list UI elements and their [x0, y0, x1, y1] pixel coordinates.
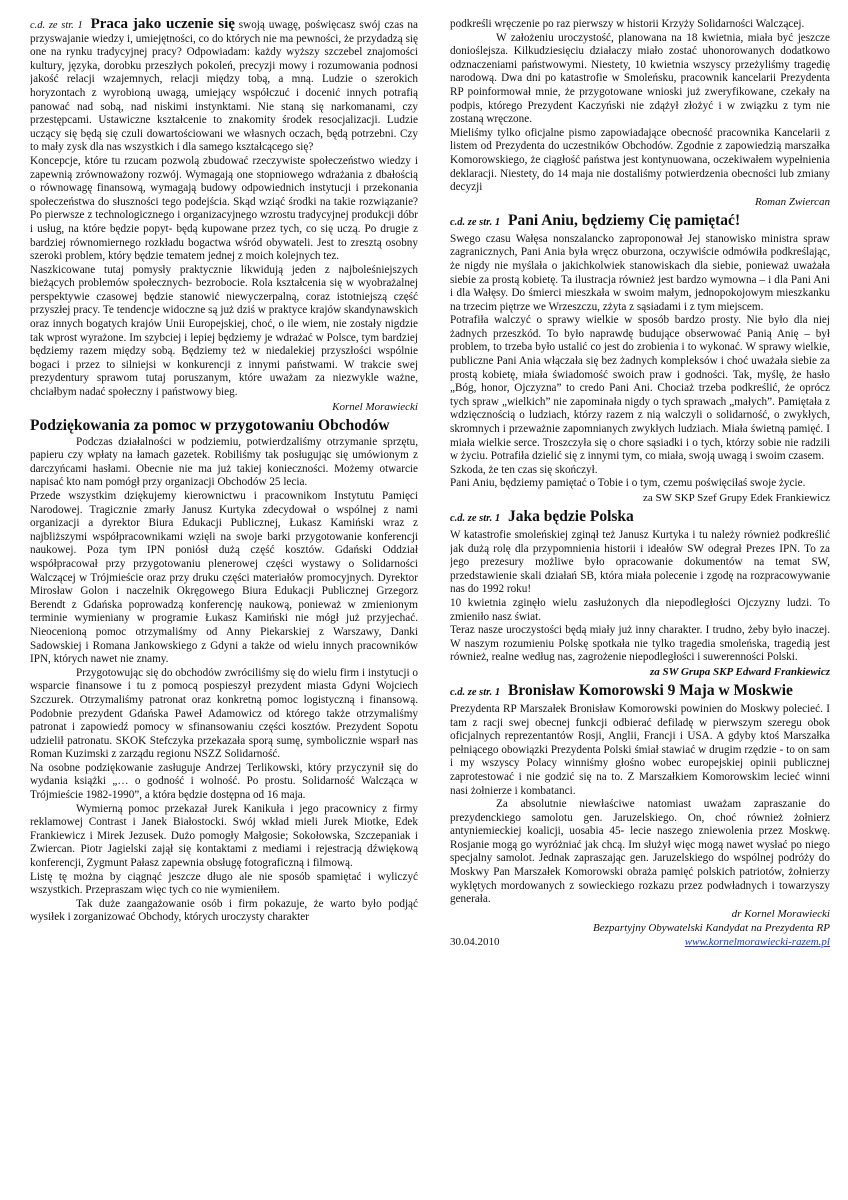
paragraph: Podczas działalności w podziemiu, potwierdzaliśmy otrzymanie sprzętu, papieru czy wpłaty na łamach gazetek. Robiliśmy tak posługując się umówionym z darczyńcami hasłami. Obecnie nie ma już takiej konieczności. Możemy otwarcie napisać kto nam pomógł przy organizacji Obchodów 25 lecia. [30, 435, 418, 489]
paragraph: Przygotowując się do obchodów zwróciliśmy się do wielu firm i instytucji o wsparcie finansowe i tu z pomocą pospieszył prezydent miasta Gdyni Wojciech Szczurek. Otrzymaliśmy patronat oraz konkretną pomoc logistyczną i finansową. Podobnie prezydent Gdańska Paweł Adamowicz od którego także otrzymaliśmy patronat i zapowiedź pomocy w sfinansowaniu części kosztów. Prezydent Sopotu udzielił patronatu. SKOK Stefczyka przekazała sporą sumę, symbolicznie wsparł nas Roman Kuzimski z zarządu regionu NSZZ Solidarność. [30, 666, 418, 761]
continued-label: c.d. ze str. 1 [450, 216, 501, 228]
author-signature: dr Kornel Morawiecki [731, 907, 830, 920]
paragraph: Mieliśmy tylko oficjalne pismo zapowiadające obecność pracownika Kancelarii z listem od Prezydenta do uczestników Obchodów. Zgodnie z zapowiedzią marszałka Komorowskiego, że ciągłość państwa jest kontynuowana, oczekiwałem wypełnienia deklaracji. Niestety, do 14 maja nie dostaliśmy potwierdzenia obecności lub zmiany decyzji [450, 126, 830, 194]
paragraph: Listę tę można by ciągnąć jeszcze długo ale nie sposób spamiętać i wyliczyć wszystkich. Przepraszam więc tych co nie wymieniłem. [30, 870, 418, 897]
paragraph: Za absolutnie niewłaściwe natomiast uważam zapraszanie do prezydenckiego samolotu gen. Jaruzelskiego. On, choć również żołnierz antyniemieckiej koalicji, uosabia 45- lecie naszego zniewolenia przez Moskwę. Rosjanie mogą go wyróżniać jak chcą. Im służył więc mogą nawet wysłać po niego specjalny samolot. Jednak zapraszając gen. Jaruzelskiego do wspólnej podróży do Moskwy Pan Marszałek Komorowski obraża pamięć polskich patriotów, żołnierzy wyklętych mordowanych z sowieckiego rozkazu przez podwładnych i towarzyszy generała. [450, 798, 830, 906]
right-column [450, 18, 830, 1184]
continued-label: c.d. ze str. 1 [450, 513, 501, 524]
article-title: Jaka będzie Polska [508, 508, 634, 525]
paragraph: Swego czasu Wałęsa nonszalancko zaproponował Jej stanowisko ministra spraw zagranicznych, Pani Ania była wręcz oburzona, oczywiście odmówiła podkreślając, że nigdy nie myślała o jakichkolwiek stanowiskach dla siebie, ponieważ uważała siebie za prostą kobietę. Ta ilustracja również jest bardzo wymowna – i dla Pani Ani i dla Wałęsy. Do śmierci mieszkała w swoim małym, jednopokojowym mieszkanku na trzecim piętrze we Wrzeszczu, zżyta z sąsiadami i z tym miejscem. [450, 232, 830, 313]
article-podziekowania-continued [450, 18, 830, 209]
paragraph: Koncepcje, które tu rzucam pozwolą zbudować rzeczywiste społeczeństwo wiedzy i zapewnią zrównoważony rozwój. Wymagają one stopniowego wdrażania z dbałością o równowagę finansową, wymagają budowy odpowiednich instytucji i przekonania społeczeństwa do słuszności tego podejścia. Skąd wziąć środki na takie rozwiązanie? Po pierwsze z technologicznego i organizacyjnego wzrostu tradycyjnej produkcji dóbr i usług, na które będzie popyt- będą kupowane przez tych, co się uczą. Po drugie z bardziej równomiernego rozkładu bogactwa wśród obywateli. Jest to zresztą osobny szeroki problem, który będzie tematem jednej z moich kolejnych tez. [30, 154, 418, 263]
paragraph: W założeniu uroczystość, planowana na 18 kwietnia, miała być jeszcze donioślejsza. Kilkudziesięciu działaczy miało zostać uhonorowanych dodatkowo odznaczeniami państwowymi. Niestety, 10 kwietnia wszyscy przeżyliśmy tragedię narodową. Dwa dni po katastrofie w Smoleńsku, pracownik kancelarii Prezydenta RP poinformował mnie, że przygotowane wnioski już zweryfikowane, czekały na podpis, którego Prezydent Kaczyński nie zdążył złożyć i w związku z tym nie zostaną wręczone. [450, 31, 830, 126]
article-date: 30.04.2010 [450, 935, 500, 948]
article-praca [30, 18, 418, 414]
article-heading [450, 211, 830, 232]
paragraph: Tak duże zaangażowanie osób i firm pokazuje, że warto było podjąć wysiłek i zorganizować Obchody, których uroczysty charakter [30, 897, 418, 924]
paragraph: W katastrofie smoleńskiej zginął też Janusz Kurtyka i tu należy również podkreślić jak dużą rolę dla przypomnienia historii i ideałów SW odegrał Prezes IPN. To za jego prezesury możliwe było opracowanie dokumentów na temat SW, przedstawienie skali działań SB, która miała polecenie i zgodę na rozpracowywanie nas do 1992 roku! [450, 529, 830, 596]
article-title: Podziękowania za pomoc w przygotowaniu Obchodów [30, 416, 390, 434]
continued-label: c.d. ze str. 1 [30, 20, 83, 31]
author-signature: Kornel Morawiecki [332, 400, 418, 413]
paragraph: Szkoda, że ten czas się skończył. [450, 463, 598, 476]
paragraph: Teraz nasze uroczystości będą miały już inny charakter. I trudno, żeby było inaczej. W naszym rozumieniu Polskę spotkała nie tylko tragedia smoleńska, tragedią jest również, realne według nas, zagrożenie niepodległości i suwerenności Polski. [450, 624, 830, 664]
article-title: Bronisław Komorowski 9 Maja w Moskwie [508, 681, 793, 699]
website-link[interactable]: www.kornelmorawiecki-razem.pl [684, 935, 830, 948]
paragraph: Na osobne podziękowanie zasługuje Andrzej Terlikowski, który przyczynił się do wydania książki „… o godność i wolność. Po prostu. Solidarność Walcząca w Trójmieście 1982-1990”, a która będzie dostępna od 16 maja. [30, 761, 418, 802]
paragraph: 10 kwietnia zginęło wielu zasłużonych dla niepodległości Ojczyzny ludzi. To zmieniło nasz świat. [450, 596, 830, 623]
article-pani-ania [450, 211, 830, 505]
article-footer [450, 935, 830, 949]
paragraph: swoją uwagę, poświęcasz swój czas na przyswajanie wiedzy i, umiejętności, co do których nie ma pewności, że przydadzą się one na rynku tradycyjnej pracy? Odpowiadam: każdy wyższy szczebel znajomości kultury, języka, dorobku przeszłych pokoleń, precyzji mowy i rozumowania podnosi jakość relacji wzajemnych, relacji między tobą, a mną. Ludzie o szerokich horyzontach z wyrobioną uwagą, umiejący współczuć i docenić innych potrafią panować nad sobą, nad niskimi instynktami. Nie staną się narkomanami, czy przestępcami. Ustawiczne kształcenie to znakomity środek resocjalizacji. Ludzie uczący się będą się czuli dowartościowani we własnych oczach, będą potrzebni. Czy to mały zysk dla nas wszystkich i dla samego kształcącego się? [30, 19, 418, 154]
paragraph: Przede wszystkim dziękujemy kierownictwu i pracownikom Instytutu Pamięci Narodowej. Tragicznie zmarły Janusz Kurtyka zdecydował o wspólnej z nami organizacji a dyrektor Biura Edukacji Publicznej, Łukasz Kamiński wraz z najbliższymi współpracownikami wzięli na swoje barki przygotowanie konferencji naukowej. Poza tym IPN poniósł dużą część kosztów. Gdański Oddział współpracował przy przygotowaniu plenerowej części wystawy o Solidarności Walczącej w Trójmieście oraz przy druku części materiałów promocyjnych. Dyrektor Mirosław Golon i naczelnik Okręgowego Biura Edukacji Publicznej Grzegorz Berendt z Gdańska poprowadzą konferencję naukową, ponieważ w zmienionym terminie wymieniany w programie Łukasz Kamiński nie mógł już przyjechać. Nieocenioną pomoc otrzymaliśmy od Anny Piekarskiej z Warszawy, Danki Sadowskiej i Romana Jankowskiego z Gdyni a także od wielu innych pracowników IPN, których nawet nie znamy. [30, 490, 418, 666]
article-title: Praca jako uczenie się [90, 18, 235, 32]
article-heading [450, 681, 830, 702]
paragraph: podkreśli wręczenie po raz pierwszy w historii Krzyży Solidarności Walczącej. [450, 18, 805, 30]
author-signature: za SW Grupa SKP Edward Frankiewicz [649, 665, 830, 678]
author-signature: za SW SKP Szef Grupy Edek Frankiewicz [643, 492, 830, 504]
paragraph: Potrafiła walczyć o sprawy wielkie w sposób bardzo prosty. Nie było dla niej żadnych przeszkód. To było naprawdę budujące obserwować Panią Anię – był problem, to trzeba było ustalić co jest do zrobienia i to wykonać. W sprawy wielkie, publiczne Pani Ania włączała się bez żadnych kompleksów i choć uważała siebie za prostą kobietę, miała świadomość swoich praw i godności. Tak, myślę, że hasło „Bóg, honor, Ojczyzna” to credo Pani Ani. Chociaż trzeba podkreślić, że oprócz tych spraw „wielkich” nie zapominała nigdy o tych sprawach „małych”. Pamiętała z wdzięcznością o ludziach, którzy razem z nią walczyli o solidarność, o zwykłych, skromnych i przeważnie zapomnianych zwykłych ludziach. Miała świetną pamięć. I miała wielkie serce. Troszczyła się o chore sąsiadki i o tych, którzy sobie nie radzili w życiu. Potrafiła dzielić się z innymi tym, co miała, swoją uwagą i swoim czasem. [450, 314, 830, 463]
paragraph: Pani Aniu, będziemy pamiętać o Tobie i o tym, czemu poświęciłaś swoje życie. [450, 477, 806, 490]
author-title: Bezpartyjny Obywatelski Kandydat na Prezydenta RP [593, 921, 830, 934]
article-title: Pani Aniu, będziemy Cię pamiętać! [508, 211, 741, 229]
paragraph: Prezydenta RP Marszałek Bronisław Komorowski powinien do Moskwy polecieć. I tam z racji swej obecnej funkcji odbierać defiladę w pierwszym szeregu obok oficjalnych reprezentantów Rosji, Anglii, Francji i USA. A gdyby ktoś Marszałka pełniącego obowiązki Prezydenta Polski śmiał stawiać w drugim rzędzie - to on sam i my wszyscy Polacy winniśmy głośno wobec europejskiej opinii publicznej zaprotestować i nie godzić się na to. Z Marszałkiem Komorowskim lecieć winni nasi żołnierze i kombatanci. [450, 702, 830, 797]
continued-label: c.d. ze str. 1 [450, 686, 501, 698]
left-column [30, 18, 418, 1184]
author-signature: Roman Zwiercan [754, 195, 830, 208]
article-podziekowania [30, 416, 418, 925]
article-jaka-bedzie-polska [450, 507, 830, 679]
article-komorowski [450, 681, 830, 949]
paragraph: Wymierną pomoc przekazał Jurek Kanikuła i jego pracownicy z firmy reklamowej Contrast i Janek Białostocki. Swój wkład mieli Jurek Miotke, Edek Frankiewicz i Mirek Jezusek. Dużo pomogły Małgosie; Sokołowska, Szczepaniak i Zwiercan. Piotr Jagielski zajął się kontaktami z mediami i rejestracją dźwiękową konferencji, Zygmunt Pałasz zapewnia obsługę fotograficzną i filmową. [30, 802, 418, 870]
article-heading [450, 507, 830, 528]
article-praca-first-paragraph [30, 18, 418, 155]
paragraph: Naszkicowane tutaj pomysły praktycznie likwidują jeden z najboleśniejszych bieżących problemów społecznych- bezrobocie. Rola kształcenia się w wyobrażalnej perspektywie czasowej będzie stanowić niewyczerpalną, coraz istotniejszą część przyszłej pracy. Te tendencje widoczne są już dziś w praktyce krajów skandynawskich oraz innych bogatych krajów Unii Europejskiej, choć, o ile wiem, nie zostały nigdzie tak wprost wyrażone. Im szybciej i lepiej będziemy je wdrażać w Polsce, tym bardziej będziemy razem między sobą. Będziemy też w niedalekiej przyszłości wspólnie bogaci i przez to silniejsi w konkurencji z innymi państwami. W trakcie swej prezydentury sprawom tutaj poruszanym, które uważam za niezwykle ważne, chciałbym nadać społeczny i państwowy bieg. [30, 263, 418, 399]
